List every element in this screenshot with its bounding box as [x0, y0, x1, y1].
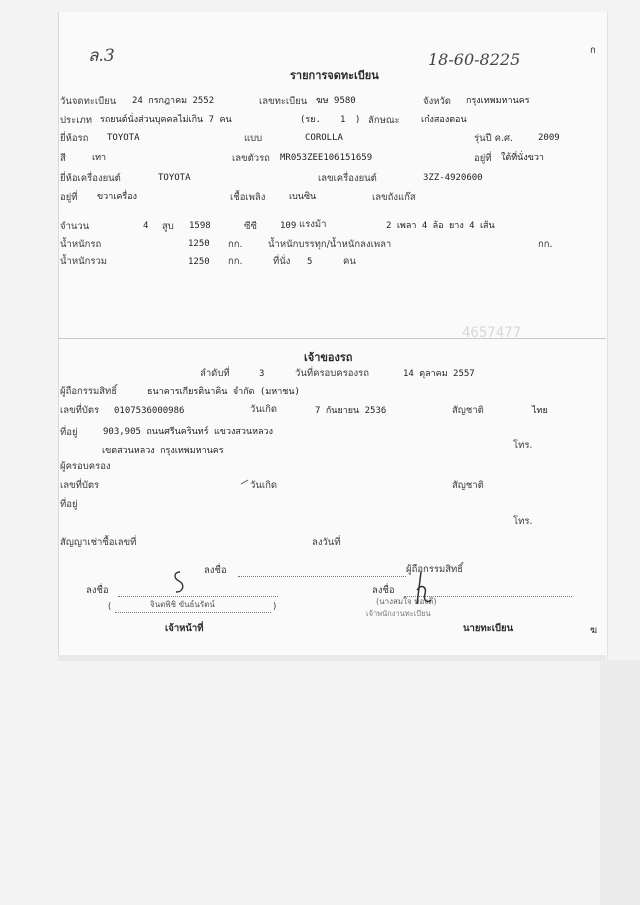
addr2-label: ที่อยู่ [60, 499, 78, 510]
engine-loc-label: อยู่ที่ [60, 192, 78, 203]
seats-unit: คน [343, 256, 356, 267]
left-name-line [115, 612, 271, 613]
holder-value: ธนาคารเกียรตินาคิน จำกัด (มหาชน) [147, 387, 300, 397]
engine-brand-label: ยี่ห้อเครื่องยนต์ [60, 173, 121, 184]
axle-text: 2 เพลา 4 ล้อ ยาง 4 เส้น [386, 221, 495, 231]
holder-sign-line [238, 576, 406, 577]
birth-label: วันเกิด [250, 404, 277, 415]
nat-label: สัญชาติ [452, 405, 484, 416]
footer-mark: ฆ [590, 625, 598, 636]
right-role: นายทะเบียน [463, 623, 514, 634]
right-sign-label: ลงชื่อ [372, 585, 395, 596]
color-value: เทา [92, 153, 107, 163]
fuel-value: เบนซิน [289, 192, 317, 202]
handwritten-mark: ล.3 [88, 46, 115, 66]
chassis-value: MR053ZEE106151659 [280, 153, 373, 163]
contract-label: สัญญาเช่าซื้อเลขที่ [60, 537, 137, 548]
holder-sign-label: ลงชื่อ [204, 565, 227, 576]
holder-label: ผู้ถือกรรมสิทธิ์ [60, 386, 118, 397]
document-page [58, 12, 608, 660]
nat-value: ไทย [532, 406, 548, 416]
year-value: 2009 [538, 133, 560, 143]
chassis-loc-value: ใต้ที่นั่งขวา [501, 153, 544, 163]
handwritten-number: 18-60-8225 [428, 50, 521, 69]
gross-unit: กก. [228, 256, 243, 267]
fuel-label: เชื้อเพลิง [230, 192, 266, 203]
seq-label: ลำดับที่ [200, 368, 230, 379]
scan-shadow [600, 660, 640, 905]
plate-label: เลขทะเบียน [259, 96, 308, 107]
since-value: 14 ตุลาคม 2557 [403, 369, 475, 379]
province-label: จังหวัด [423, 96, 451, 107]
chassis-loc-label: อยู่ที่ [474, 153, 492, 164]
birth2-label: วันเกิด [250, 480, 277, 491]
year-label: รุ่นปี ค.ศ. [474, 133, 514, 144]
type-value: รถยนต์นั่งส่วนบุคคลไม่เกิน 7 คน [100, 115, 232, 125]
hp-value: 109 [280, 221, 297, 231]
model-label: แบบ [244, 133, 263, 144]
plate-value: ฆษ 9580 [316, 96, 356, 106]
engine-brand-value: TOYOTA [158, 173, 191, 183]
possessor-label: ผู้ครอบครอง [60, 461, 111, 472]
cylinders-unit: สูบ [162, 221, 174, 232]
count-label: จำนวน [60, 221, 90, 232]
chassis-label: เลขตัวรถ [232, 153, 270, 164]
cc-value: 1598 [189, 221, 211, 231]
weight-unit: กก. [228, 239, 243, 250]
gas-tank-label: เลขถังแก๊ส [372, 192, 416, 203]
since-label: วันที่ครอบครองรถ [295, 368, 369, 379]
cylinders-value: 4 [143, 221, 149, 231]
type-label: ประเภท [60, 115, 93, 126]
color-label: สี [60, 153, 66, 164]
load-unit: กก. [538, 239, 553, 250]
weight-value: 1250 [188, 239, 210, 249]
tick-mark [240, 478, 250, 488]
id-label: เลขที่บัตร [60, 405, 100, 416]
code-suffix: ) [355, 115, 361, 125]
brand-label: ยี่ห้อรถ [60, 133, 89, 144]
weight-label: น้ำหนักรถ [60, 239, 102, 250]
style-label: ลักษณะ [368, 115, 400, 126]
seats-label: ที่นั่ง [273, 256, 291, 267]
gross-value: 1250 [188, 257, 210, 267]
load-label: น้ำหนักบรรทุก/น้ำหนักลงเพลา [268, 239, 392, 250]
engine-no-value: 3ZZ-4920600 [423, 173, 483, 183]
province-value: กรุงเทพมหานคร [466, 96, 530, 106]
hp-unit: แรงม้า [299, 219, 327, 230]
id2-label: เลขที่บัตร [60, 480, 100, 491]
seq-value: 3 [259, 369, 265, 379]
addr-line1: 903,905 ถนนศรีนครินทร์ แขวงสวนหลวง [103, 427, 273, 437]
signed-date-label: ลงวันที่ [312, 537, 341, 548]
addr-line2: เขตสวนหลวง กรุงเทพมหานคร [102, 446, 224, 456]
seats-value: 5 [307, 257, 313, 267]
left-signer-name: จินตพิชิ ขันธ์นรัตน์ [150, 600, 215, 609]
document-title: รายการจดทะเบียน [290, 69, 379, 82]
nat2-label: สัญชาติ [452, 480, 484, 491]
left-paren-open: ( [108, 602, 112, 612]
left-paren-close: ) [273, 602, 277, 612]
birth-value: 7 กันยายน 2536 [315, 406, 387, 416]
brand-value: TOYOTA [107, 133, 140, 143]
holder-sign-role: ผู้ถือกรรมสิทธิ์ [406, 564, 464, 575]
code-prefix: (รย. [300, 115, 321, 125]
reg-date-label: วันจดทะเบียน [60, 96, 117, 107]
cc-unit: ซีซี [244, 221, 257, 232]
right-subrole: เจ้าพนักงานทะเบียน [366, 609, 431, 618]
right-signature-scribble [405, 570, 435, 610]
left-signature-scribble [170, 570, 190, 596]
model-value: COROLLA [305, 133, 343, 143]
left-sign-label: ลงชื่อ [86, 585, 109, 596]
tel-label: โทร. [513, 440, 533, 451]
id-value: 0107536000986 [114, 406, 185, 416]
left-sign-line [118, 596, 278, 597]
corner-mark: ก [590, 45, 596, 56]
engine-loc-value: ขวาเครื่อง [97, 192, 137, 202]
right-signer-name: (นางสมใจ ทองดี) [376, 597, 437, 606]
style-value: เก๋งสองตอน [421, 115, 467, 125]
gross-label: น้ำหนักรวม [60, 256, 108, 267]
section-divider [58, 338, 606, 339]
reg-date: 24 กรกฎาคม 2552 [132, 96, 215, 106]
owner-section-title: เจ้าของรถ [304, 351, 353, 364]
code-value: 1 [340, 115, 346, 125]
scan-edge [58, 655, 606, 661]
engine-no-label: เลขเครื่องยนต์ [318, 173, 377, 184]
tel2-label: โทร. [513, 516, 533, 527]
addr-label: ที่อยู่ [60, 427, 78, 438]
left-role: เจ้าหน้าที่ [165, 623, 204, 634]
ghost-stamp-number: 4657477 [462, 325, 522, 341]
